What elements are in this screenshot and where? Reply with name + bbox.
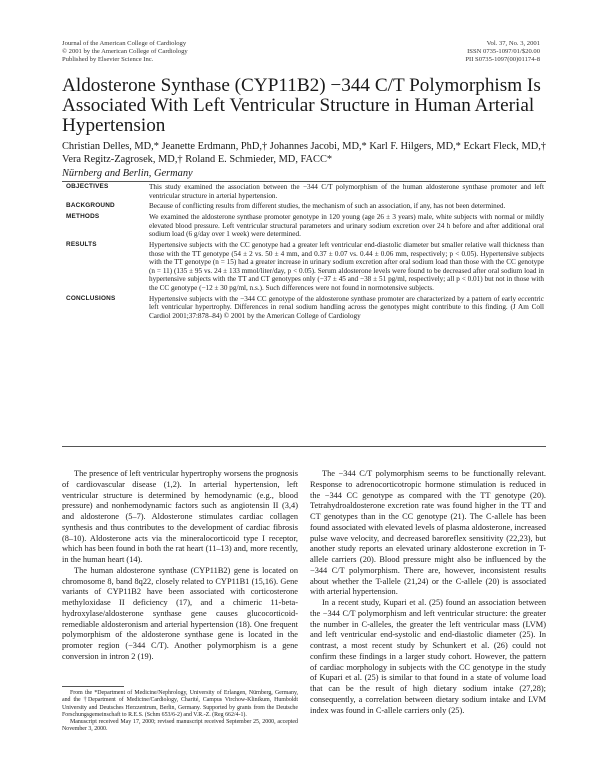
abstract-label: METHODS [66,213,100,221]
volume-header [465,40,540,65]
pii-line: PII S0735-1097(00)01174-8 [465,56,540,64]
journal-header [62,40,188,65]
footnote-rule [62,686,124,687]
abstract-text: Hypertensive subjects with the CC genotype had a greater left ventricular end-diastolic diameter but smaller relative wall thickness than those with the TT genotype (54 ± 2 vs. 50 ± 4 mm, and 0.37 ± 0.07 vs. 0.44 ± 0.06 mm, respectively; p < 0.05). Hypertensive subjects with the TT genotype (n = 15) had a greater increase in urinary sodium excretion after oral sodium load than those with the CC genotype (n = 11) (135 ± 95 vs. 24 ± 133 mmol/liter/day, p < 0.05). Serum aldosterone levels were found to be decreased after oral sodium load in hypertensive subjects with the TT and CT genotypes only (−37 ± 45 and −38 ± 51 pg/ml, respectively; all p < 0.01) but not in those with the CC genotype (−12 ± 30 pg/ml, n.s.). Such differences were not found in normotensive subjects. [149,241,544,292]
volume-line: Vol. 37, No. 3, 2001 [486,40,540,47]
footnotes [62,690,298,734]
body-paragraph: The presence of left ventricular hypertrophy worsens the prognosis of cardiovascular disease (1,2). In arterial hypertension, left ventricular structure is determined by hemodynamic (e.g., blood pressure) and nonhemodynamic factors such as angiotensin II (3,4) and aldosterone (5–7). Aldosterone stimulates cardiac collagen synthesis and thus contributes to the development of cardiac fibrosis (8–10). Aldosterone acts via the mineralocorticoid type I receptor, which has been found in both the rat heart (11–13) and, more recently, in the human heart (14). [62,469,298,564]
abstract-label: CONCLUSIONS [66,294,116,302]
abstract-row-methods [62,213,546,241]
body-paragraph: In a recent study, Kupari et al. (25) found an association between the −344 C/T polymorphism and left ventricular structure: the greater the number in C-alleles, the greater the left ventricular mass (LVM) and left ventricular end-systolic and end-diastolic diameter (25). In contrast, a most recent study by Schunkert et al. (26) could not confirm these findings in a larger study cohort. However, the pattern of cardiac morphology in subjects with the CC genotype in the study of Kupari et al. (25) is similar to that found in a state of volume load that can be the result of high dietary sodium intake (27,28); consequently, a correlation between dietary sodium intake and LVM index was found in C-allele carriers only (25). [310,598,546,715]
affiliation-footnote: From the *Department of Medicine/Nephrology, University of Erlangen, Nürnberg, Germany, and the †Department of Medicine/Cardiology, Charité, Campus Virchow-Klinikum, Humboldt University and Deutsches Herzzentrum, Berlin, Germany. Supported by grants from the Deutsche Forschungsgemeinschaft to R.E.S. (Schm 653/6-2) and V.R.-Z. (Reg 662/4-1). [62,690,298,718]
author-list: Christian Delles, MD,* Jeanette Erdmann, PhD,† Johannes Jacobi, MD,* Karl F. Hilgers, MD,* Eckart Fleck, MD,† Vera Regitz-Zagrosek, MD,† Roland E. Schmieder, MD, FACC* [62,141,546,165]
abstract-top-rule [62,181,546,182]
body-paragraph: The −344 C/T polymorphism seems to be functionally relevant. Response to adrenocorticotropic hormone stimulation is reduced in the −344 CC genotype as compared with the TT genotype (20). Tetrahydroaldosterone excretion rate was found higher in the TT and CT genotypes than in the CC genotype (21). The C-allele has been found associated with elevated levels of plasma aldosterone, increased pulse wave velocity, and decreased baroreflex sensitivity (22,23), but another study reports an elevated urinary aldosterone excretion in T-allele carriers (20). Blood pressure might also be influenced by the −344 C/T polymorphism. There are, however, inconsistent results about whether the T-allele (21,24) or the C-allele (20) is associated with arterial hypertension. [310,469,546,597]
publisher-line: Published by Elsevier Science Inc. [62,56,154,64]
abstract-text: Hypertensive subjects with the −344 CC genotype of the aldosterone synthase promoter are characterized by a pattern of early eccentric left ventricular hypertrophy. Differences in renal sodium handling across the genotypes might contribute to this finding. (J Am Coll Cardiol 2001;37:878–84) © 2001 by the American College of Cardiology [149,294,544,320]
abstract-text: This study examined the association between the −344 C/T polymorphism of the human aldosterone synthase promoter and left ventricular structure in arterial hypertension. [149,183,544,200]
abstract-text: We examined the aldosterone synthase promoter genotype in 120 young (age 26 ± 3 years) male, white subjects with normal or mildly elevated blood pressure. Left ventricular structural parameters and urinary sodium excretion over 24 h before and after additional oral sodium load (6 g/day over 1 week) were determined. [149,213,544,239]
abstract-label: OBJECTIVES [66,183,109,190]
body-column-left [62,469,298,663]
article-title: Aldosterone Synthase (CYP11B2) −344 C/T Polymorphism Is Associated With Left Ventricular Structure in Human Arterial Hypertension [62,75,541,136]
abstract-row-objectives [62,183,546,202]
journal-name: Journal of the American College of Cardiology [62,40,187,47]
body-paragraph: The human aldosterone synthase (CYP11B2) gene is located on chromosome 8, band 8q22, closely related to CYP11B1 (15,16). Gene variants of CYP11B2 have been associated with corticosterone methyloxidase II deficiency (17), and a chimeric 11-beta-hydroxylase/aldosterone synthase gene causes glucocorticoid-remediable aldosteronism and arterial hypertension (18). One frequent polymorphism of the aldosterone synthase gene is located in the promoter region (−344 C/T). Another polymorphism is a gene conversion in intron 2 (19). [62,565,298,661]
structured-abstract [62,183,546,322]
abstract-row-results [62,241,546,294]
affiliation: Nürnberg and Berlin, Germany [62,168,193,179]
abstract-label: BACKGROUND [66,202,115,210]
body-column-right [310,469,546,716]
manuscript-dates-footnote: Manuscript received May 17, 2000; revised manuscript received September 25, 2000, accepted November 3, 2000. [62,719,298,733]
abstract-text: Because of conflicting results from different studies, the mechanism of such an association, if any, has not been determined. [149,202,506,211]
abstract-row-background [62,202,546,213]
abstract-label: RESULTS [66,241,97,249]
abstract-row-conclusions [62,295,546,323]
issn-line: ISSN 0735-1097/01/$20.00 [467,48,540,56]
abstract-bottom-rule [62,446,546,447]
copyright-line: © 2001 by the American College of Cardiology [62,48,188,56]
